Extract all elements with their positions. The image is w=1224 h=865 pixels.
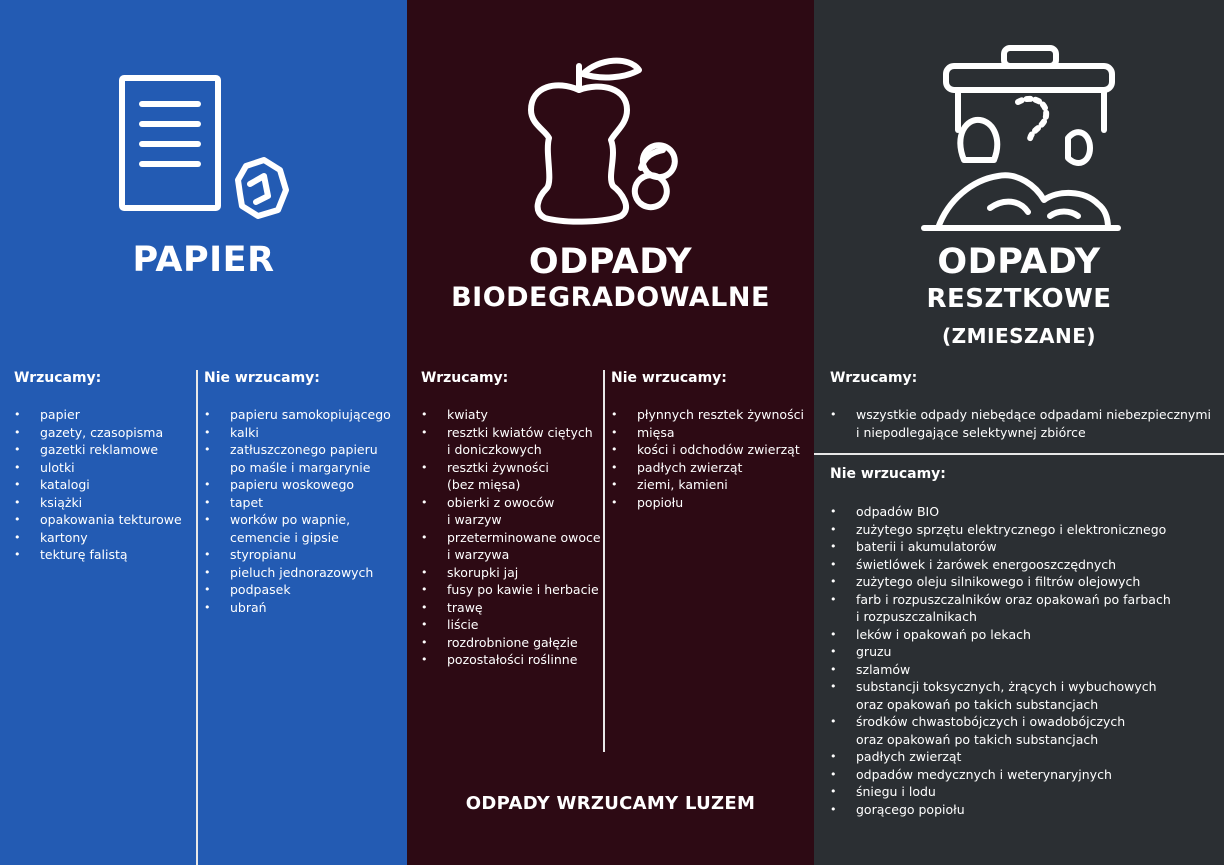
list-item: • odpadów BIO [830, 503, 1220, 521]
residual-panel [814, 0, 1224, 865]
list-item: • przeterminowane owoce i warzywa [421, 529, 601, 564]
list-item: • wszystkie odpady niebędące odpadami niebezpiecznymi i niepodlegające selektywnej zbiórce [830, 406, 1220, 441]
residual-no-label: Nie wrzucamy: [830, 466, 946, 482]
list-item: • kartony [14, 529, 194, 547]
list-item: • styropianu [204, 546, 404, 564]
list-item: • świetlówek i żarówek energooszczędnych [830, 556, 1220, 574]
residual-no-list [830, 503, 1220, 818]
list-item: • kwiaty [421, 406, 601, 424]
list-item: • gruzu [830, 643, 1220, 661]
bio-title-line2: BIODEGRADOWALNE [451, 282, 770, 313]
bio-yes-list [421, 406, 601, 669]
paper-no-list [204, 406, 404, 616]
paper-yes-label: Wrzucamy: [14, 370, 102, 386]
bio-no-label: Nie wrzucamy: [611, 370, 727, 386]
list-item: • ulotki [14, 459, 194, 477]
list-item: • gazety, czasopisma [14, 424, 194, 442]
list-item: • farb i rozpuszczalników oraz opakowań po farbach i rozpuszczalnikach [830, 591, 1220, 626]
list-item: • zatłuszczonego papieru po maśle i margarynie [204, 441, 404, 476]
list-item: • odpadów medycznych i weterynaryjnych [830, 766, 1220, 784]
list-item: • zużytego sprzętu elektrycznego i elektronicznego [830, 521, 1220, 539]
list-item: • mięsa [611, 424, 811, 442]
list-item: • gazetki reklamowe [14, 441, 194, 459]
list-item: • pozostałości roślinne [421, 651, 601, 669]
paper-yes-list [14, 406, 194, 564]
list-item: • fusy po kawie i herbacie [421, 581, 601, 599]
paper-panel [0, 0, 407, 865]
bio-yes-label: Wrzucamy: [421, 370, 509, 386]
paper-document-icon [118, 72, 293, 222]
list-item: • śniegu i lodu [830, 783, 1220, 801]
residual-yes-list [830, 406, 1220, 441]
list-item: • trawę [421, 599, 601, 617]
residual-title-line2: RESZTKOWE [926, 284, 1112, 314]
residual-section-divider [814, 453, 1224, 455]
residual-yes-label: Wrzucamy: [830, 370, 918, 386]
list-item: • padłych zwierząt [830, 748, 1220, 766]
list-item: • papieru woskowego [204, 476, 404, 494]
list-item: • substancji toksycznych, żrących i wybuchowych oraz opakowań po takich substancjach [830, 678, 1220, 713]
list-item: • ubrań [204, 599, 404, 617]
bio-no-list [611, 406, 811, 511]
paper-title: PAPIER [132, 240, 275, 280]
list-item: • książki [14, 494, 194, 512]
list-item: • resztki żywności (bez mięsa) [421, 459, 601, 494]
list-item: • popiołu [611, 494, 811, 512]
list-item: • papieru samokopiującego [204, 406, 404, 424]
list-item: • padłych zwierząt [611, 459, 811, 477]
list-item: • zużytego oleju silnikowego i filtrów olejowych [830, 573, 1220, 591]
bio-footer: ODPADY WRZUCAMY LUZEM [465, 793, 756, 814]
bio-panel [407, 0, 814, 865]
list-item: • skorupki jaj [421, 564, 601, 582]
list-item: • baterii i akumulatorów [830, 538, 1220, 556]
list-item: • rozdrobnione gałęzie [421, 634, 601, 652]
residual-title-line1: ODPADY [937, 242, 1101, 282]
list-item: • opakowania tekturowe [14, 511, 194, 529]
apple-core-icon [517, 52, 717, 227]
residual-title-line3: (ZMIESZANE) [941, 324, 1097, 348]
paper-no-label: Nie wrzucamy: [204, 370, 320, 386]
list-item: • katalogi [14, 476, 194, 494]
list-item: • podpasek [204, 581, 404, 599]
list-item: • ziemi, kamieni [611, 476, 811, 494]
list-item: • pieluch jednorazowych [204, 564, 404, 582]
list-item: • środków chwastobójczych i owadobójczych oraz opakowań po takich substancjach [830, 713, 1220, 748]
list-item: • leków i opakowań po lekach [830, 626, 1220, 644]
paper-column-divider [196, 370, 198, 865]
list-item: • gorącego popiołu [830, 801, 1220, 819]
list-item: • szlamów [830, 661, 1220, 679]
bio-title-line1: ODPADY [528, 242, 693, 282]
list-item: • papier [14, 406, 194, 424]
list-item: • obierki z owoców i warzyw [421, 494, 601, 529]
list-item: • tekturę falistą [14, 546, 194, 564]
list-item: • tapet [204, 494, 404, 512]
list-item: • kalki [204, 424, 404, 442]
trash-bin-icon [918, 40, 1123, 235]
list-item: • liście [421, 616, 601, 634]
list-item: • płynnych resztek żywności [611, 406, 811, 424]
list-item: • kości i odchodów zwierząt [611, 441, 811, 459]
list-item: • resztki kwiatów ciętych i doniczkowych [421, 424, 601, 459]
list-item: • worków po wapnie, cemencie i gipsie [204, 511, 404, 546]
bio-column-divider [603, 370, 605, 752]
